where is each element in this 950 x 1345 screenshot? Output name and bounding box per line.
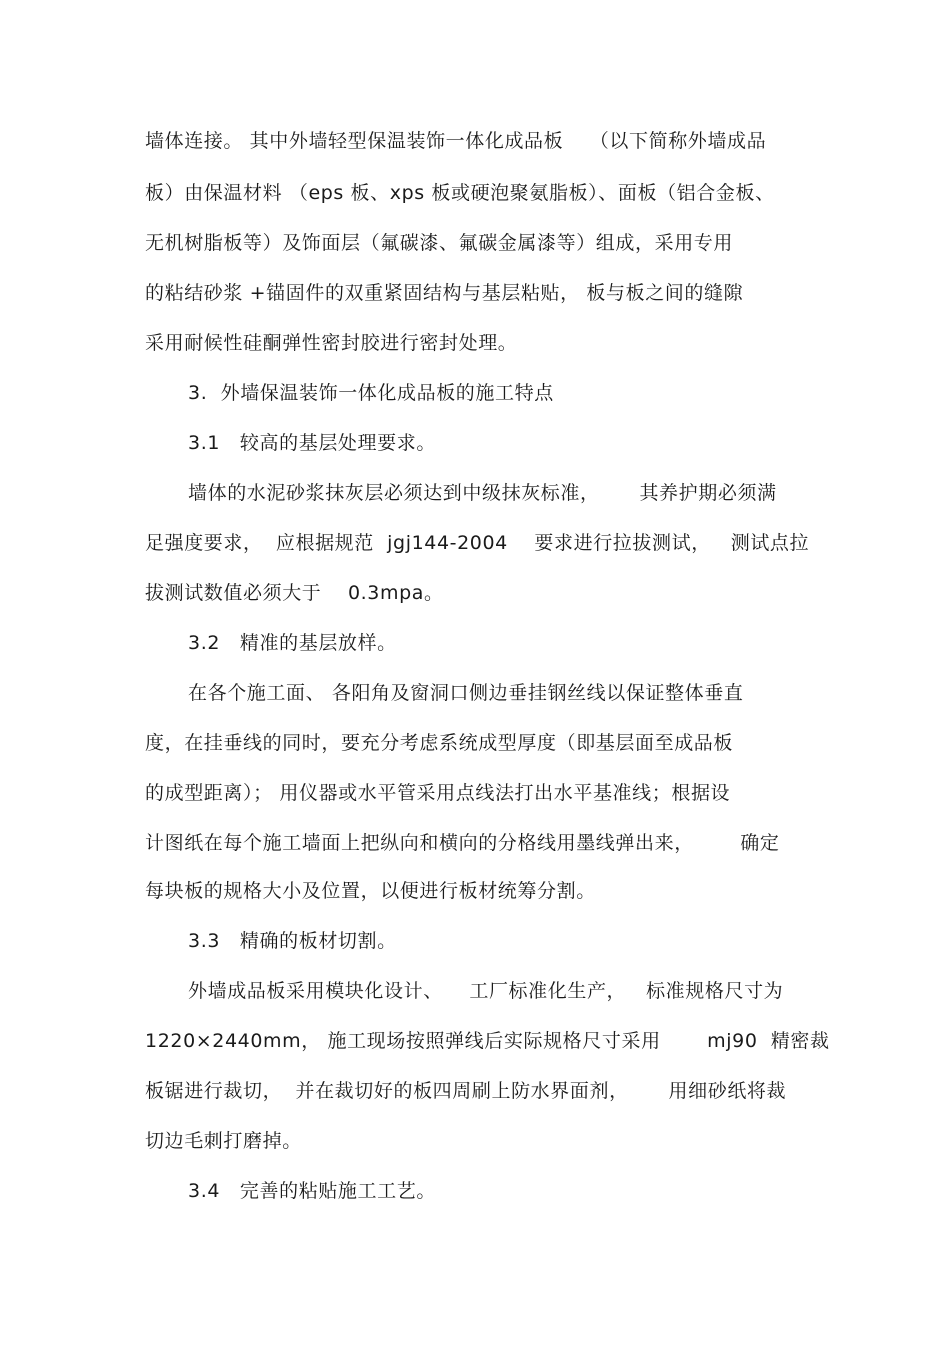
text-line: 的成型距离）； 用仪器或水平管采用点线法打出水平基准线；根据设	[145, 782, 731, 804]
text-line: 外墙成品板采用模块化设计、 工厂标准化生产， 标准规格尺寸为	[188, 980, 784, 1002]
text-line: 的粘结砂浆 +锚固件的双重紧固结构与基层粘贴， 板与板之间的缝隙	[145, 282, 744, 304]
subsection-heading: 3.1 较高的基层处理要求。	[188, 432, 436, 454]
subsection-heading: 3.2 精准的基层放样。	[188, 632, 397, 654]
section-heading: 3. 外墙保温装饰一体化成品板的施工特点	[188, 382, 554, 404]
text-line: 1220×2440mm， 施工现场按照弹线后实际规格尺寸采用 mj90 精密裁	[145, 1030, 830, 1052]
text-line: 墙体连接。 其中外墙轻型保温装饰一体化成品板 （以下简称外墙成品	[145, 130, 767, 152]
text-line: 足强度要求， 应根据规范 jgj144-2004 要求进行拉拔测试， 测试点拉	[145, 532, 810, 554]
text-line: 每块板的规格大小及位置，以便进行板材统筹分割。	[145, 880, 596, 902]
text-line: 墙体的水泥砂浆抹灰层必须达到中级抹灰标准， 其养护期必须满	[188, 482, 777, 504]
text-line: 无机树脂板等）及饰面层（氟碳漆、氟碳金属漆等）组成，采用专用	[145, 232, 734, 254]
subsection-heading: 3.4 完善的粘贴施工工艺。	[188, 1180, 436, 1202]
subsection-heading: 3.3 精确的板材切割。	[188, 930, 397, 952]
text-line: 度，在挂垂线的同时，要充分考虑系统成型厚度（即基层面至成品板	[145, 732, 734, 754]
text-line: 采用耐候性硅酮弹性密封胶进行密封处理。	[145, 332, 518, 354]
text-line: 计图纸在每个施工墙面上把纵向和横向的分格线用墨线弹出来， 确定	[145, 832, 780, 854]
text-line: 在各个施工面、 各阳角及窗洞口侧边垂挂钢丝线以保证整体垂直	[188, 682, 744, 704]
text-line: 切边毛刺打磨掉。	[145, 1130, 302, 1152]
text-line: 板锯进行裁切， 并在裁切好的板四周刷上防水界面剂， 用细砂纸将裁	[145, 1080, 787, 1102]
text-line: 板）由保温材料 （eps 板、xps 板或硬泡聚氨脂板）、面板（铝合金板、	[145, 182, 775, 204]
text-line: 拔测试数值必须大于 0.3mpa。	[145, 582, 444, 604]
